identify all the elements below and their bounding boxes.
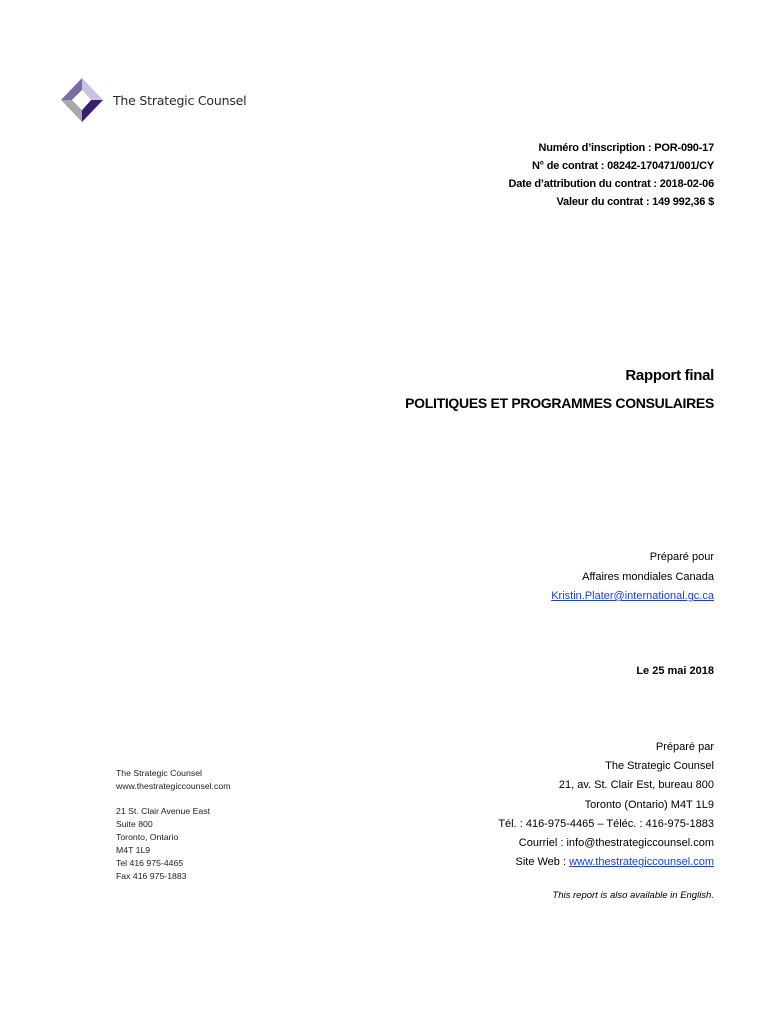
footer-city: Toronto, Ontario <box>116 832 179 842</box>
footer-fax: Fax 416 975-1883 <box>116 871 187 881</box>
logo-company-name: The Strategic Counsel <box>113 92 247 108</box>
prepared-by-block <box>498 738 714 872</box>
footer-spacer <box>116 793 230 805</box>
client-email-link[interactable]: Kristin.Plater@international.gc.ca <box>551 590 714 602</box>
contract-value: Valeur du contrat : 149 992,36 $ <box>556 196 714 208</box>
website-link[interactable]: www.thestrategiccounsel.com <box>569 856 714 869</box>
prepared-by-company: The Strategic Counsel <box>605 760 714 773</box>
strategic-counsel-logo-icon <box>60 77 104 123</box>
prepared-by-website <box>498 853 714 872</box>
prepared-by-city: Toronto (Ontario) M4T 1L9 <box>584 798 714 811</box>
footer-postal: M4T 1L9 <box>116 845 151 855</box>
prepared-by-address: 21, av. St. Clair Est, bureau 800 <box>558 779 714 792</box>
report-title-block <box>405 364 714 418</box>
english-availability-note: This report is also available in English. <box>552 890 714 901</box>
company-logo <box>60 77 246 123</box>
client-organization: Affaires mondiales Canada <box>582 570 714 583</box>
report-date: Le 25 mai 2018 <box>636 665 714 677</box>
contract-number: N° de contrat : 08242-170471/001/CY <box>531 160 714 172</box>
prepared-by-phone-fax: Tél. : 416-975-4465 – Téléc. : 416-975-1883 <box>498 817 714 830</box>
prepared-for-label: Préparé pour <box>649 551 714 563</box>
footer-tel: Tel 416 975-4465 <box>116 858 184 868</box>
contract-info <box>508 139 714 211</box>
report-title: POLITIQUES ET PROGRAMMES CONSULAIRES <box>405 395 714 411</box>
footer-suite: Suite 800 <box>116 819 153 829</box>
footer-website: www.thestrategiccounsel.com <box>116 781 231 791</box>
footer-street: 21 St. Clair Avenue East <box>116 806 211 816</box>
report-type: Rapport final <box>625 367 714 384</box>
registration-number: Numéro d’inscription : POR-090-17 <box>538 142 714 154</box>
prepared-by-label: Préparé par <box>655 741 714 753</box>
prepared-by-email: Courriel : info@thestrategiccounsel.com <box>518 837 714 850</box>
contract-award-date: Date d’attribution du contrat : 2018-02-06 <box>508 178 714 190</box>
website-label: Site Web : <box>515 856 570 869</box>
footer-address <box>116 767 230 883</box>
footer-company: The Strategic Counsel <box>116 768 202 778</box>
prepared-for-block <box>551 548 714 607</box>
